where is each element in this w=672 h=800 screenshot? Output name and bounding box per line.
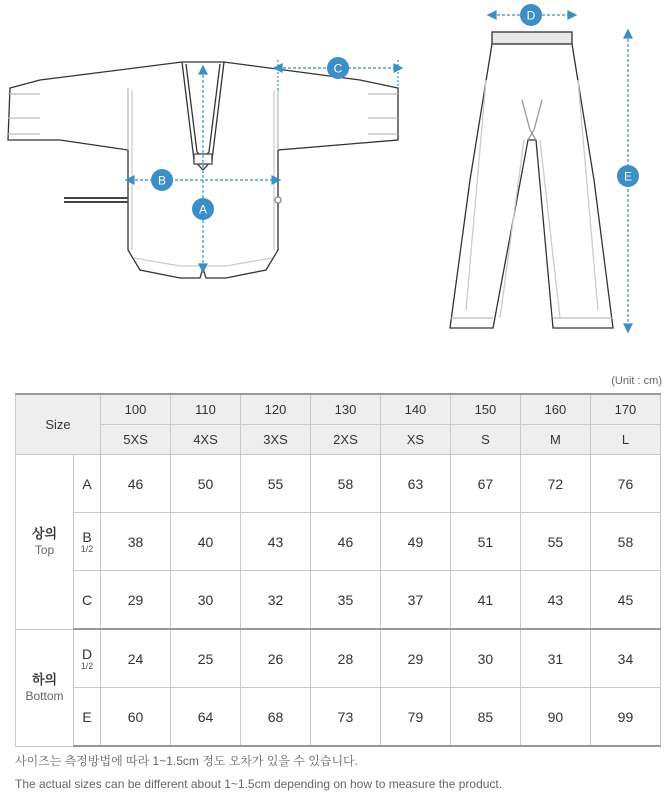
value-cell: 30 [171, 571, 241, 630]
header-row-sizes [16, 394, 661, 425]
table-row [16, 455, 661, 513]
section-english-label: Bottom [25, 688, 64, 703]
label-e: E [623, 169, 633, 184]
table-row [16, 571, 661, 630]
measure-label: C [81, 591, 93, 608]
size-code-cell: 5XS [101, 425, 171, 455]
value-cell: 73 [310, 688, 380, 747]
value-cell: 46 [101, 455, 171, 513]
value-cell: 32 [240, 571, 310, 630]
size-number-cell: 170 [590, 394, 660, 425]
size-chart-table [15, 393, 661, 747]
value-cell: 37 [380, 571, 450, 630]
section-korean-label: 하의 [31, 671, 58, 687]
size-number-cell: 160 [520, 394, 590, 425]
value-cell: 30 [450, 629, 520, 688]
value-cell: 79 [380, 688, 450, 747]
note-english: The actual sizes can be different about 1~1.5cm depending on how to measure the product. [15, 777, 503, 791]
measure-label-cell [74, 513, 101, 571]
size-code-cell: 4XS [171, 425, 241, 455]
measure-label: D [81, 645, 93, 662]
value-cell: 29 [101, 571, 171, 630]
value-cell: 25 [171, 629, 241, 688]
measure-label-cell [74, 688, 101, 747]
value-cell: 72 [520, 455, 590, 513]
value-cell: 50 [171, 455, 241, 513]
value-cell: 35 [310, 571, 380, 630]
measure-label: E [82, 708, 92, 725]
section-english-label: Top [34, 542, 55, 557]
value-cell: 58 [310, 455, 380, 513]
pants-illustration [450, 32, 613, 328]
value-cell: 90 [520, 688, 590, 747]
measure-label-cell [74, 629, 101, 688]
note-korean: 사이즈는 측정방법에 따라 1~1.5cm 정도 오차가 있을 수 있습니다. [15, 754, 358, 768]
value-cell: 43 [520, 571, 590, 630]
unit-label: (Unit : cm) [611, 375, 662, 387]
size-number-cell: 100 [101, 394, 171, 425]
value-cell: 67 [450, 455, 520, 513]
value-cell: 99 [590, 688, 660, 747]
value-cell: 55 [520, 513, 590, 571]
measure-label: B [82, 528, 92, 545]
table-row [16, 688, 661, 747]
value-cell: 51 [450, 513, 520, 571]
value-cell: 29 [380, 629, 450, 688]
measure-sub-label: 1/2 [80, 543, 94, 554]
size-number-cell: 150 [450, 394, 520, 425]
value-cell: 40 [171, 513, 241, 571]
size-code-cell: 3XS [240, 425, 310, 455]
value-cell: 34 [590, 629, 660, 688]
value-cell: 46 [310, 513, 380, 571]
size-code-cell: S [450, 425, 520, 455]
label-c: C [333, 61, 343, 76]
value-cell: 41 [450, 571, 520, 630]
value-cell: 58 [590, 513, 660, 571]
value-cell: 63 [380, 455, 450, 513]
value-cell: 24 [101, 629, 171, 688]
size-code-cell: 2XS [310, 425, 380, 455]
size-number-cell: 110 [171, 394, 241, 425]
size-code-cell: L [590, 425, 660, 455]
value-cell: 68 [240, 688, 310, 747]
label-d: D [526, 8, 536, 23]
size-code-cell: M [520, 425, 590, 455]
section-label [16, 455, 74, 630]
size-number-cell: 130 [310, 394, 380, 425]
measure-label: A [82, 475, 92, 492]
value-cell: 76 [590, 455, 660, 513]
size-header: Size [16, 394, 101, 455]
value-cell: 38 [101, 513, 171, 571]
section-label [16, 629, 74, 746]
value-cell: 60 [101, 688, 171, 747]
value-cell: 85 [450, 688, 520, 747]
size-code-cell: XS [380, 425, 450, 455]
label-b: B [157, 173, 167, 188]
value-cell: 31 [520, 629, 590, 688]
size-number-cell: 140 [380, 394, 450, 425]
value-cell: 55 [240, 455, 310, 513]
value-cell: 26 [240, 629, 310, 688]
measure-sub-label: 1/2 [80, 660, 94, 671]
value-cell: 49 [380, 513, 450, 571]
table-row [16, 629, 661, 688]
section-korean-label: 상의 [31, 525, 58, 541]
value-cell: 43 [240, 513, 310, 571]
uniform-diagram [0, 0, 672, 370]
value-cell: 45 [590, 571, 660, 630]
label-a: A [198, 202, 208, 217]
measure-label-cell [74, 455, 101, 513]
size-number-cell: 120 [240, 394, 310, 425]
value-cell: 64 [171, 688, 241, 747]
measure-label-cell [74, 571, 101, 630]
value-cell: 28 [310, 629, 380, 688]
header-row-codes [16, 425, 661, 455]
table-row [16, 513, 661, 571]
